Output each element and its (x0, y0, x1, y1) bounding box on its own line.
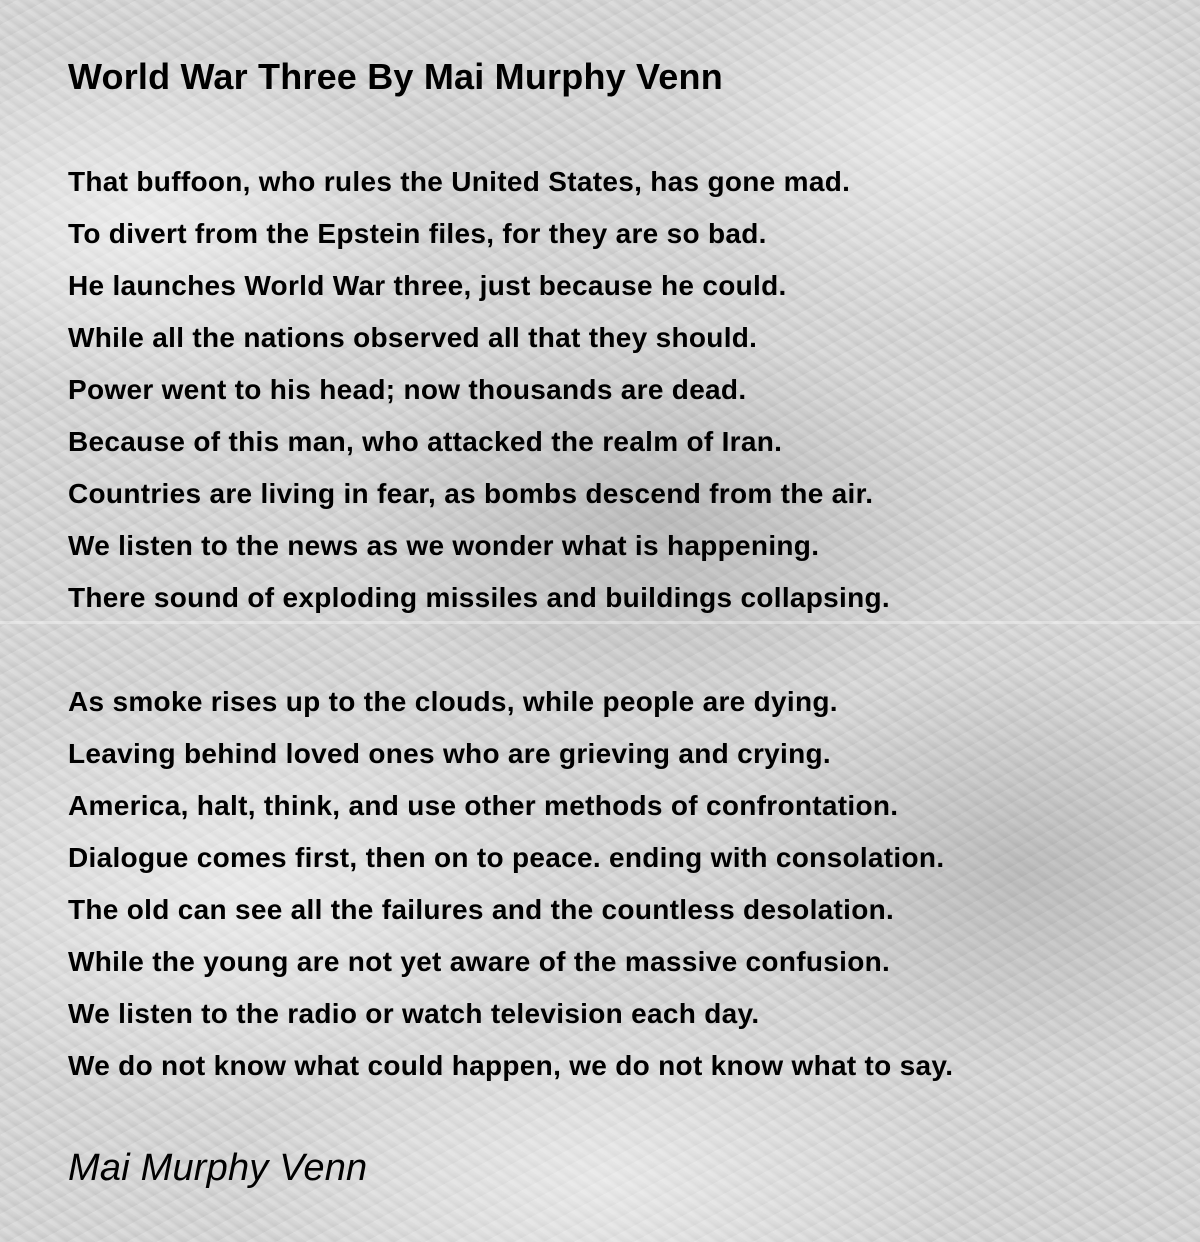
poem-line: While all the nations observed all that they should. (68, 322, 758, 353)
stanza-2 (68, 676, 1168, 1092)
author-signature: Mai Murphy Venn (68, 1147, 368, 1189)
poem-line: America, halt, think, and use other methods of confrontation. (68, 790, 899, 821)
poem-line: We do not know what could happen, we do not know what to say. (68, 1050, 954, 1081)
poem-line: Dialogue comes first, then on to peace. ending with consolation. (68, 842, 945, 873)
poem-line: Power went to his head; now thousands are dead. (68, 374, 747, 405)
stanza-1 (68, 156, 1168, 624)
poem-line: There sound of exploding missiles and buildings collapsing. (68, 582, 891, 613)
poem-line: We listen to the news as we wonder what is happening. (68, 530, 820, 561)
poem-line: We listen to the radio or watch television each day. (68, 998, 760, 1029)
poem-line: Because of this man, who attacked the realm of Iran. (68, 426, 783, 457)
poem-container (68, 54, 1168, 1092)
poem-line: The old can see all the failures and the countless desolation. (68, 894, 895, 925)
poem-line: As smoke rises up to the clouds, while people are dying. (68, 686, 838, 717)
poem-line: While the young are not yet aware of the massive confusion. (68, 946, 891, 977)
poem-line: Countries are living in fear, as bombs descend from the air. (68, 478, 874, 509)
poem-line: To divert from the Epstein files, for they are so bad. (68, 218, 767, 249)
poem-line: That buffoon, who rules the United States, has gone mad. (68, 166, 851, 197)
poem-line: He launches World War three, just because he could. (68, 270, 787, 301)
poem-line: Leaving behind loved ones who are grieving and crying. (68, 738, 832, 769)
poem-title: World War Three By Mai Murphy Venn (68, 56, 723, 97)
